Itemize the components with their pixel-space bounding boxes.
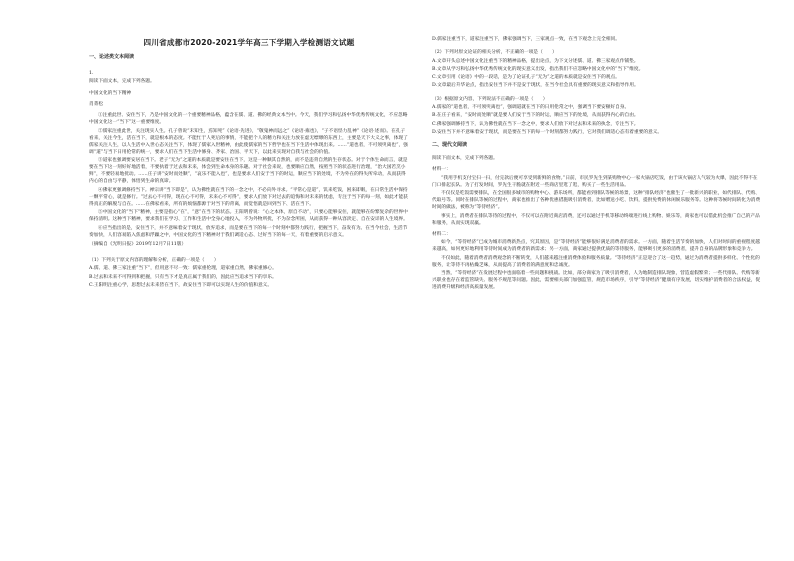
article-paragraph: ③道家也强调要安居在当下。老子“无为”之道的本质就是要安住在当下，这是一种顺其自然的，而不是违背自然的生存状态。对于个体生命而言，就是要在当下这一刻好好地活着，不要执着于过去和未来，体会到生命本身的乐趣。对于社会来说，也要顺应自然，按照当下的状态进行治理，“治大国若烹小鲜”，不要轻易地扰动。……庄子讲“安时而处顺”，“哀乐不能入也”，也是要求人们安于当下的时运，顺应当下的处境，不为外在的得失所牵动，从而获得内心的自由与平静，体悟到生命的真谛。 — [89, 158, 408, 185]
material-label: 材料一： — [432, 167, 451, 173]
question-option: B.过去和未来不可得到和把握，只有当下才是真正属于我们的，因此应当追求当下的享乐。 — [89, 274, 277, 280]
page-title: 四川省成都市2020-2021学年高三下学期入学检测语文试题 — [143, 38, 355, 47]
article-paragraph: ①注重此世、安住当下，乃是中国文化的一个重要精神品格，蕴含在儒、道、佛的经典文本当中。今天，我们学习和弘扬中华优秀传统文化，不应忽略中国文化这一“当下”这一重要维度。 — [89, 113, 408, 126]
question-3: （3）根据原文内容，下列说法不正确的一项是（ ） — [432, 96, 548, 102]
article-paragraph: ⑥应当指出的是，安住当下，并不意味着安于现状，放弃追求，而是要在当下的每一个时刻中都努力践行，把握当下，奋发有为。在当今社会，生活节奏加快，人们容易陷入焦虑和浮躁之中，中国文化的当下精神对于我们调适心态、过好当下的每一天，有着重要的启示意义。 — [89, 225, 408, 238]
left-column — [89, 52, 409, 290]
question-option: D.安住当下并不意味着安于现状，而是要在当下的每一个时刻都努力践行，它对我们调适心态有着重要的意义。 — [432, 129, 663, 135]
article-author: 肖菁松 — [89, 101, 104, 107]
material-paragraph: 当然，“等待经济”在发展过程中也面临着一些问题和挑战。比如，部分商家为了吸引消费者，人为地制造排队现象，营造虚假繁荣；一些代排队、代购等新兴职业也存在着监管缺失、服务不规范等问题。因此，需要相关部门加强监管，规范市场秩序，引导“等待经济”健康有序发展，切实维护消费者的合法权益，促进消费升级和经济高质量发展。 — [432, 271, 761, 291]
material-paragraph: “我用手机支付宝扫一扫，付完款后便可享受到新鲜的食物。”日前，市民罗先生到某购物中心一家火锅店吃饭，由于该火锅店人气较为火爆，因此不得不在门口排起长队。为了打发时间，罗先生干脆就在附近一些商店里逛了逛，购买了一些生活用品。 — [432, 175, 758, 188]
right-column — [432, 36, 762, 292]
material-paragraph: 不仅如此，随着消费者消费观念的不断转变，人们越来越注重消费体验和服务质量。“等待经济”正是迎合了这一趋势，通过为消费者提供多样化、个性化的服务，让等待不再枯燥乏味，从而提高了消费者的满意度和忠诚度。 — [432, 255, 760, 268]
question-option: B.在庄子看来，“安时而处顺”就是要人们安于当下的时运，顺应当下的处境，从而获得内心的自由。 — [432, 113, 639, 119]
section-heading-1: 一、论述类文本阅读 — [89, 54, 135, 60]
article-paragraph: ⑤中国文化的“当下”精神，主要是指心“在”，“意”在当下的状态。王阳明曾说：“心之本体，原自不动”，只要心能够安住，就能够在纷繁复杂的世界中保持清明。这种当下精神，要求我们在学习、工作和生活中全身心地投入，不为外物所扰，不为杂念所困，从而获得一种从容淡定、自在安详的人生境界。 — [89, 210, 408, 223]
question-number: 1. — [89, 71, 94, 77]
material-label: 材料二： — [432, 231, 451, 237]
reading-instruction: 阅读下面文本，完成下列各题。 — [432, 156, 498, 162]
material-paragraph: 不仅仅是吃饭需要排队，在全国很多城市的购物中心、游乐场所，都能看到排队等候的场景，这种“排队经济”也催生了一批新兴的职业，如代排队、代购、代取号等。同时在排队等候的过程中，商家也推出了各种优惠措施吸引消费者，比如赠送小吃、饮料，提供免费的休闲娱乐服务等。这种将等候时间转化为消费时间的做法，被称为“等待经济”。 — [432, 191, 761, 211]
material-paragraph: 如今，“等待经济”已成为城市消费新热点，究其原因，是“等待经济”能够很好满足消费者的需求。一方面，随着生活节奏的加快，人们对时间的重视程度越来越高，如何更好地利用等待时间成为消费者的新需求；另一方面，商家通过提供优质的等待服务，能够吸引更多的消费者，提升自身的品牌形象和竞争力。 — [432, 240, 760, 253]
question-1: （1）下列关于原文内容的理解和分析，正确的一项是（ ） — [89, 258, 219, 264]
question-option: D.文章最后升华论点，指出安住当下并不是安于现状，在当今社会具有重要的现实意义和指导作用。 — [432, 83, 639, 89]
article-title: 中国文化的当下精神 — [89, 90, 132, 96]
question-option: A.文章开头总述中国文化注重当下的精神品格，提出论点，为下文分述儒、道、佛三家观点作铺垫。 — [432, 58, 639, 64]
question-option: D.儒家注重当下，道家注重当下，佛家强调当下，三家观点一致，在当下观念上完全相同。 — [432, 37, 620, 42]
section-heading-2: 二、现代文阅读 — [432, 142, 468, 149]
article-paragraph: ④佛家更强调修持当下。禅宗讲“当下即是”，认为佛性就在当下的一念之中，不必向外寻求。“平常心是道”，饥来吃饭，困来即眠，在日常生活中保持一颗平常心，就是修行。“过去心不可得，现在心不可得，未来心不可得”，要求人们放下对过去的追悔和对未来的忧虑，专注于当下的每一刻，如此才能获得真正的解脱与自在。……在佛家看来，所有的烦恼都源于对当下的背离，而觉悟就是回到当下、活在当下。 — [89, 187, 408, 207]
question-option: A.儒、道、佛三家注重“当下”，但用意不尽一致：儒家重伦理，道家重自然，佛家重修心。 — [89, 266, 277, 272]
question-option: C.佛家强调修持当下，认为佛性就在当下一念之中，要求人们放下对过去和未来的执念，专注当下。 — [432, 121, 639, 127]
material-paragraph: 事实上，消费者在排队等待的过程中，不仅可以在附近商店消费，还可以通过手机等移动终端进行线上购物、娱乐等，商家也可以借此机会推广自己的产品和服务，从而实现双赢。 — [432, 213, 760, 226]
question-option: C.王阳明注重心学，思想过去未来皆在当下，故安住当下即可以实现人生的价值和意义。 — [89, 282, 273, 288]
question-option: A.儒家的“道也者，不可须臾离也”，强调道就在当下的日用伦常之中，强调当下要安顿好自身。 — [432, 104, 630, 110]
question-2: （2）下列对原文论证的相关分析，不正确的一项是（ ） — [432, 50, 557, 56]
article-source: （摘编自《光明日报》2019年12月7日11版） — [89, 241, 187, 247]
question-option: C.文章引用《论语》中的一段话，是为了论证孔子“无为”之道的本质就是安住当下的观点。 — [432, 75, 620, 81]
article-paragraph: ②儒家注重此世，关注现实人生。孔子曾说“未知生，焉知死”《论语·先进》，“敬鬼神而远之”《论语·雍也》，“子不语怪力乱神”《论语·述而》。在孔子看来，关注今生，活在当下，就是根本的态度。不能忙于人死后的事情，不能把个人的精力和关注力放在虚无缥缈的东西上，主要是天下大义之事，体现了儒家关注人生，以人生活中入世心态关注当下，体现了儒家入世精神，由此使儒家的当下哲学也在当下生活中体现出来。……“道也者，不可须臾离也”，强调“道”与当下日用伦常的统一，要求人们在当下生活中修身、齐家、治国、平天下，以此来实现对自我与社会的价值。 — [89, 128, 408, 155]
reading-instruction: 阅读下面文本，完成下列各题。 — [89, 79, 155, 85]
question-option: B.文章从学习和弘扬中华优秀传统文化的现实意义出发，指出我们不应忽略中国文化中的“当下”维度。 — [432, 66, 644, 72]
